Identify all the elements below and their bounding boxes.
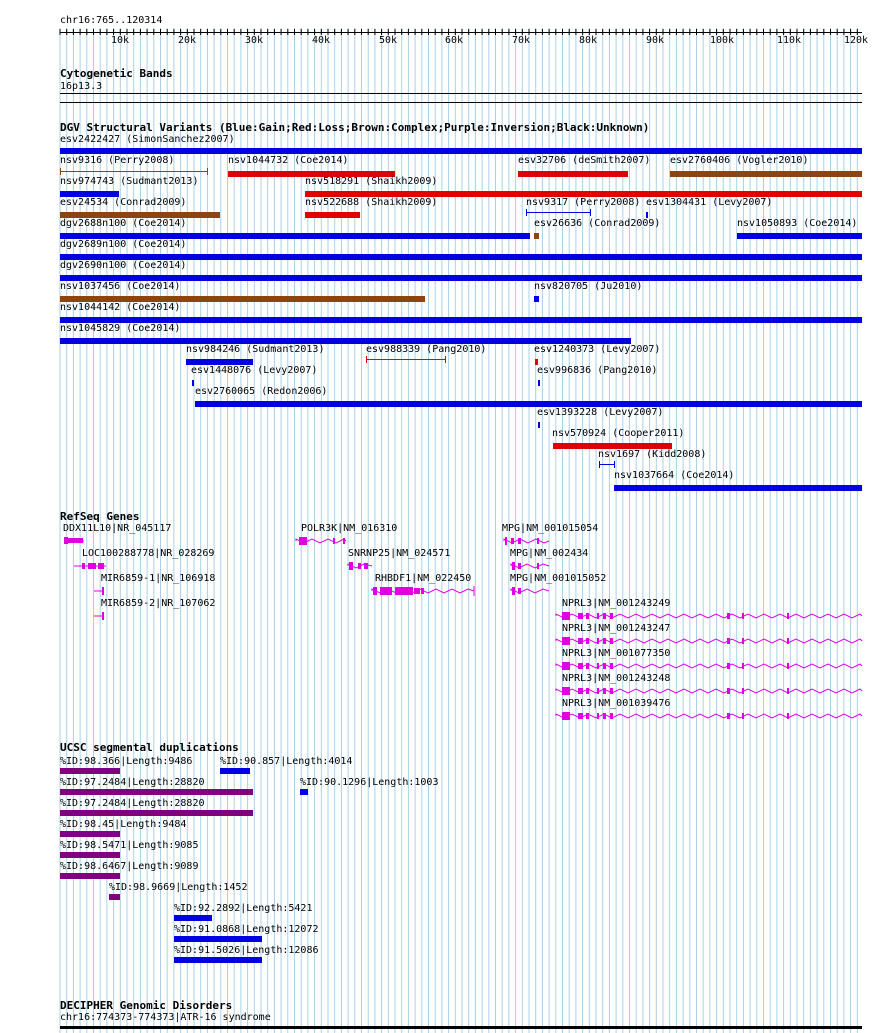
dgv-item-bar[interactable] bbox=[526, 208, 591, 216]
ruler-tick-label: 80k bbox=[579, 35, 598, 46]
dgv-item-label: nsv522688 (Shaikh2009) bbox=[305, 197, 438, 208]
segdup-item-label: %ID:90.857|Length:4014 bbox=[220, 756, 353, 767]
refseq-gene-label: MPG|NM_001015054 bbox=[502, 523, 599, 534]
dgv-item-label: nsv974743 (Sudmant2013) bbox=[60, 176, 199, 187]
dgv-item-label: dgv2689n100 (Coe2014) bbox=[60, 239, 187, 250]
refseq-gene-label: MPG|NM_001015052 bbox=[510, 573, 607, 584]
dgv-item-label: nsv984246 (Sudmant2013) bbox=[186, 344, 325, 355]
segdup-item-bar[interactable] bbox=[60, 810, 253, 816]
track-divider bbox=[60, 102, 862, 103]
dgv-item-label: nsv1044732 (Coe2014) bbox=[228, 155, 349, 166]
dgv-item-bar[interactable] bbox=[538, 422, 540, 428]
refseq-gene-label: MPG|NM_002434 bbox=[510, 548, 589, 559]
dgv-item-label: nsv1037456 (Coe2014) bbox=[60, 281, 181, 292]
dgv-item-bar[interactable] bbox=[534, 233, 539, 239]
dgv-item-bar[interactable] bbox=[538, 380, 540, 386]
ruler-axis bbox=[60, 32, 862, 33]
refseq-gene-label: LOC100288778|NR_028269 bbox=[82, 548, 215, 559]
segdup-item-label: %ID:97.2484|Length:28820 bbox=[60, 798, 205, 809]
segdup-item-bar[interactable] bbox=[174, 915, 212, 921]
dgv-item-label: nsv1697 (Kidd2008) bbox=[598, 449, 707, 460]
dgv-item-bar[interactable] bbox=[60, 148, 862, 154]
dgv-item-label: nsv570924 (Cooper2011) bbox=[552, 428, 685, 439]
segdup-item-label: %ID:90.1296|Length:1003 bbox=[300, 777, 439, 788]
dgv-item-label: esv24534 (Conrad2009) bbox=[60, 197, 187, 208]
dgv-item-bar[interactable] bbox=[614, 485, 862, 491]
dgv-item-label: nsv9317 (Perry2008) bbox=[526, 197, 641, 208]
segdup-item-label: %ID:97.2484|Length:28820 bbox=[60, 777, 205, 788]
ruler-tick-label: 100k bbox=[710, 35, 735, 46]
dgv-item-label: esv32706 (deSmith2007) bbox=[518, 155, 651, 166]
segdup-item-bar[interactable] bbox=[220, 768, 250, 774]
dgv-item-bar[interactable] bbox=[366, 355, 446, 363]
segdup-item-label: %ID:91.0868|Length:12072 bbox=[174, 924, 319, 935]
segdup-item-bar[interactable] bbox=[174, 936, 262, 942]
dgv-title: DGV Structural Variants (Blue:Gain;Red:Loss;Brown:Complex;Purple:Inversion;Black:Unknown) bbox=[60, 121, 650, 134]
dgv-item-label: esv1240373 (Levy2007) bbox=[534, 344, 661, 355]
dgv-item-label: nsv820705 (Ju2010) bbox=[534, 281, 643, 292]
dgv-item-label: nsv1037664 (Coe2014) bbox=[614, 470, 735, 481]
ruler-tick-label: 110k bbox=[777, 35, 802, 46]
dgv-item-bar[interactable] bbox=[670, 171, 862, 177]
refseq-gene-label: SNRNP25|NM_024571 bbox=[348, 548, 451, 559]
dgv-item-label: nsv1050893 (Coe2014) bbox=[737, 218, 858, 229]
dgv-item-label: nsv1044142 (Coe2014) bbox=[60, 302, 181, 313]
segdup-item-bar[interactable] bbox=[60, 852, 120, 858]
cytoband-label: 16p13.3 bbox=[60, 81, 103, 92]
dgv-item-bar[interactable] bbox=[305, 212, 360, 218]
dgv-item-bar[interactable] bbox=[534, 296, 539, 302]
dgv-item-label: nsv1045829 (Coe2014) bbox=[60, 323, 181, 334]
dgv-item-bar[interactable] bbox=[195, 401, 862, 407]
dgv-item-bar[interactable] bbox=[192, 380, 194, 386]
dgv-item-bar[interactable] bbox=[599, 460, 615, 468]
refseq-gene-label: MIR6859-1|NR_106918 bbox=[101, 573, 216, 584]
refseq-gene-label: NPRL3|NM_001243249 bbox=[562, 598, 671, 609]
segdup-item-label: %ID:98.6467|Length:9089 bbox=[60, 861, 199, 872]
ruler-tick-label: 20k bbox=[178, 35, 197, 46]
segdup-title: UCSC segmental duplications bbox=[60, 741, 239, 754]
dgv-item-label: esv988339 (Pang2010) bbox=[366, 344, 487, 355]
dgv-item-label: esv996836 (Pang2010) bbox=[537, 365, 658, 376]
dgv-item-label: esv1393228 (Levy2007) bbox=[537, 407, 664, 418]
segdup-item-bar[interactable] bbox=[174, 957, 262, 963]
dgv-item-label: esv1448076 (Levy2007) bbox=[191, 365, 318, 376]
ruler-tick-label: 60k bbox=[445, 35, 464, 46]
segdup-item-bar[interactable] bbox=[60, 831, 120, 837]
ruler-tick-label: 50k bbox=[379, 35, 398, 46]
segdup-item-bar[interactable] bbox=[60, 789, 253, 795]
refseq-gene-label: DDX11L10|NR_045117 bbox=[63, 523, 172, 534]
dgv-item-label: esv2422427 (SimonSanchez2007) bbox=[60, 134, 235, 145]
segdup-item-label: %ID:98.5471|Length:9085 bbox=[60, 840, 199, 851]
segdup-item-label: %ID:98.9669|Length:1452 bbox=[109, 882, 248, 893]
dgv-item-label: dgv2690n100 (Coe2014) bbox=[60, 260, 187, 271]
dgv-item-bar[interactable] bbox=[518, 171, 628, 177]
segdup-item-bar[interactable] bbox=[60, 873, 120, 879]
refseq-gene-label: NPRL3|NM_001077350 bbox=[562, 648, 671, 659]
dgv-item-label: esv2760406 (Vogler2010) bbox=[670, 155, 809, 166]
ruler-tick-label: 90k bbox=[646, 35, 665, 46]
ruler-tick-label: 10k bbox=[111, 35, 130, 46]
dgv-item-bar[interactable] bbox=[60, 167, 208, 175]
refseq-gene-label: MIR6859-2|NR_107062 bbox=[101, 598, 216, 609]
ruler-tick-label: 120k bbox=[844, 35, 869, 46]
ruler-tick-label: 40k bbox=[312, 35, 331, 46]
refseq-gene-label: POLR3K|NM_016310 bbox=[301, 523, 398, 534]
refseq-gene-label: NPRL3|NM_001243248 bbox=[562, 673, 671, 684]
decipher-item-bar[interactable] bbox=[60, 1026, 862, 1029]
refseq-title: RefSeq Genes bbox=[60, 510, 140, 523]
dgv-item-label: esv2760065 (Redon2006) bbox=[195, 386, 328, 397]
decipher-item-label: chr16:774373-774373|ATR-16 syndrome bbox=[60, 1012, 271, 1023]
segdup-item-label: %ID:92.2892|Length:5421 bbox=[174, 903, 313, 914]
dgv-item-label: nsv518291 (Shaikh2009) bbox=[305, 176, 438, 187]
segdup-item-label: %ID:98.366|Length:9486 bbox=[60, 756, 193, 767]
cytoband-line[interactable] bbox=[60, 93, 862, 94]
segdup-item-bar[interactable] bbox=[109, 894, 120, 900]
dgv-item-label: esv26636 (Conrad2009) bbox=[534, 218, 661, 229]
refseq-gene-label: RHBDF1|NM_022450 bbox=[375, 573, 472, 584]
ruler-tick-label: 70k bbox=[512, 35, 531, 46]
cytobands-title: Cytogenetic Bands bbox=[60, 67, 173, 80]
segdup-item-bar[interactable] bbox=[300, 789, 308, 795]
refseq-gene-label: NPRL3|NM_001243247 bbox=[562, 623, 671, 634]
dgv-item-label: esv1304431 (Levy2007) bbox=[646, 197, 773, 208]
segdup-item-label: %ID:98.45|Length:9484 bbox=[60, 819, 187, 830]
ruler-tick-label: 30k bbox=[245, 35, 264, 46]
decipher-title: DECIPHER Genomic Disorders bbox=[60, 999, 233, 1012]
segdup-item-label: %ID:91.5026|Length:12086 bbox=[174, 945, 319, 956]
ruler-position: chr16:765..120314 bbox=[60, 15, 163, 26]
dgv-item-bar[interactable] bbox=[737, 233, 862, 239]
refseq-gene-label: NPRL3|NM_001039476 bbox=[562, 698, 671, 709]
dgv-item-label: dgv2688n100 (Coe2014) bbox=[60, 218, 187, 229]
dgv-item-label: nsv9316 (Perry2008) bbox=[60, 155, 175, 166]
segdup-item-bar[interactable] bbox=[60, 768, 120, 774]
